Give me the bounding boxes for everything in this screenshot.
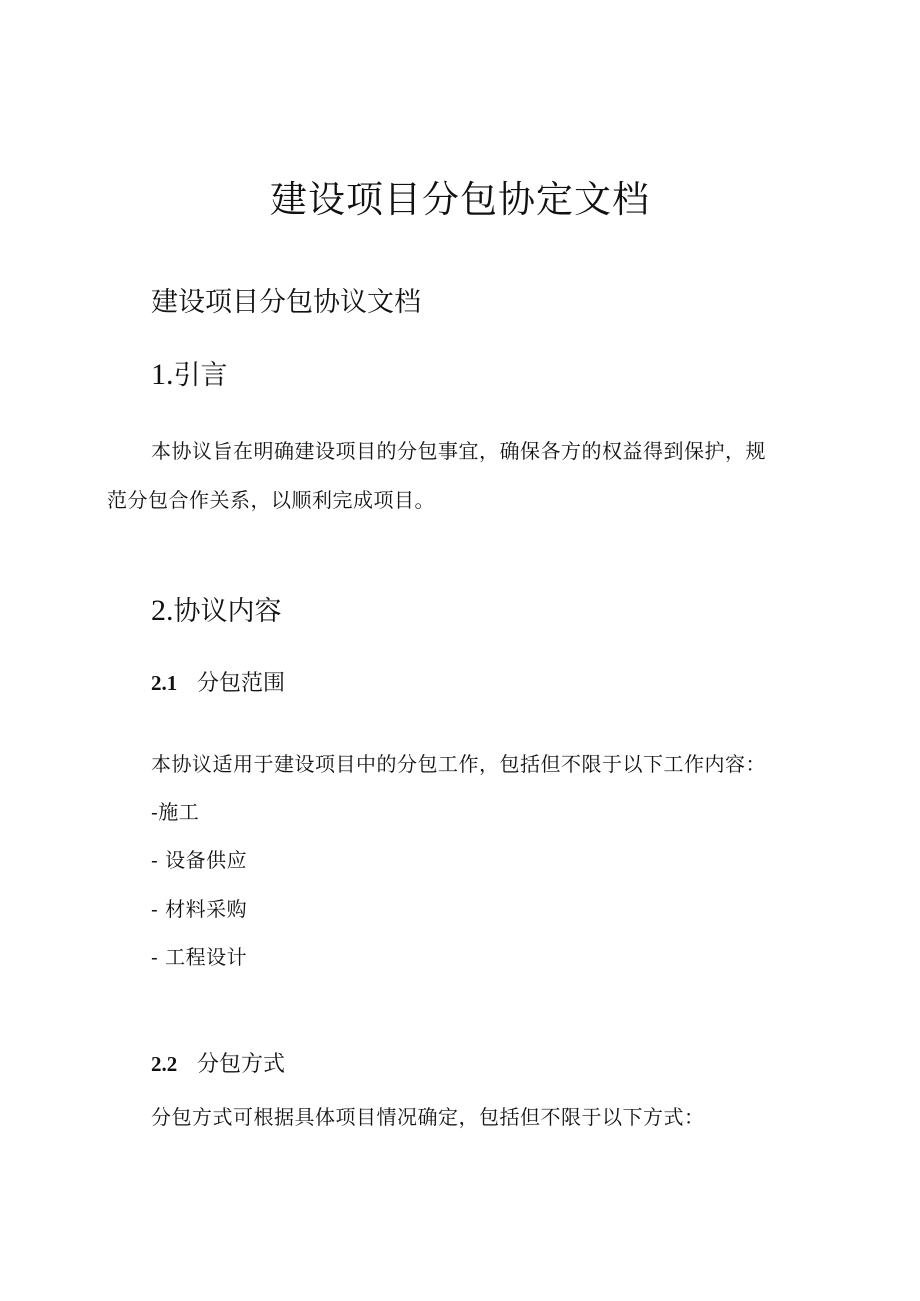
section-2-number: 2. [151,594,174,627]
section-1-paragraph-line-1: 本协议旨在明确建设项目的分包事宜，确保各方的权益得到保护，规 [151,439,766,463]
document-title: 建设项目分包协定文档 [270,178,650,221]
section-2-1-title: 分包范围 [197,671,286,696]
section-2-1-heading [151,666,285,701]
list-item: - 工程设计 [151,945,248,969]
document-subtitle: 建设项目分包协议文档 [151,287,421,318]
list-item: - 设备供应 [151,848,248,872]
section-2-2-intro: 分包方式可根据具体项目情况确定，包括但不限于以下方式： [151,1105,705,1129]
section-1-heading [151,354,228,397]
section-2-2-heading [151,1047,285,1082]
list-item: -施工 [151,800,200,824]
section-2-1-number: 2.1 [151,671,178,695]
section-2-2-title: 分包方式 [197,1052,286,1077]
section-1-number: 1. [151,358,174,391]
section-2-2-number: 2.2 [151,1052,178,1076]
section-2-heading [151,590,282,633]
section-2-title: 协议内容 [173,596,282,627]
list-item: - 材料采购 [151,897,248,921]
section-1-title: 引言 [173,360,228,391]
section-1-paragraph-line-2: 范分包合作关系，以顺利完成项目。 [107,488,435,512]
section-2-1-intro: 本协议适用于建设项目中的分包工作，包括但不限于以下工作内容： [151,752,766,776]
